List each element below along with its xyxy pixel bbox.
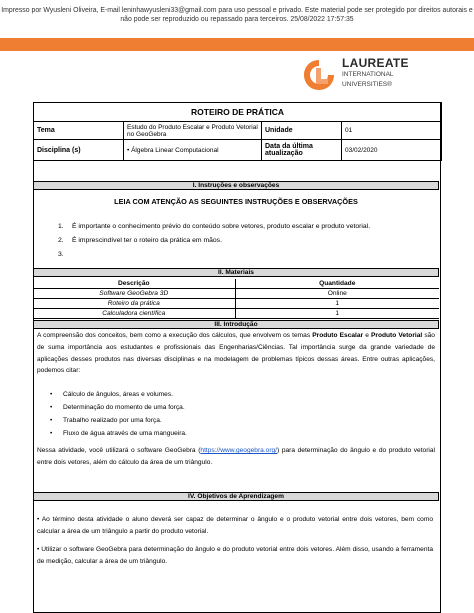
unidade-value: 01 <box>342 122 442 140</box>
tema-label: Tema <box>34 122 124 140</box>
disciplina-label: Disciplina (s) <box>34 140 124 161</box>
disciplina-value: • Álgebra Linear Computacional <box>124 140 262 161</box>
objective-item: • Ao término desta atividade o aluno deverá ser capaz de determinar o ângulo e o produto vetorial entre dois vetores, bem como calcular a área de um triângulo a partir do produto vetorial. <box>37 516 433 535</box>
logo-line1: LAUREATE <box>342 56 409 70</box>
geogebra-link[interactable]: https://www.geogebra.org/ <box>200 447 278 454</box>
col-quantidade: Quantidade <box>235 279 439 289</box>
data-value: 03/02/2020 <box>342 140 442 161</box>
applications-list <box>50 388 187 440</box>
laureate-logo-icon <box>302 58 336 92</box>
instructions-list <box>58 221 370 263</box>
orange-header-bar <box>0 38 474 51</box>
objective-item: • Utilizar o software GeoGebra para determinação do ângulo e do produto vetorial entre dois vetores. Além disso, usando a ferramenta de medição, calcular a área de um triângulo. <box>37 546 433 565</box>
header-table <box>33 102 442 161</box>
section-heading-materiais: II. Materiais <box>33 268 439 277</box>
table-row: Calculadora científica 1 <box>33 309 439 319</box>
print-notice: Impresso por Wyusleni Oliveira, E-mail leninhawyusleni33@gmail.com para uso pessoal e privado. Este material pode ser protegido por direitos autorais e não pode ser reproduzido ou repassado para terceiros. 25/08/2022 17:57:35 <box>1 7 473 23</box>
list-item: 3. <box>58 251 64 258</box>
geogebra-paragraph: Nessa atividade, você utilizará o software GeoGebra (https://www.geogebra.org/) para determinação do ângulo e do produto vetorial entre dois vetores, além do cálculo da área de um triângulo. <box>37 447 435 466</box>
list-item: 1. É importante o conhecimento prévio do conteúdo sobre vetores, produto escalar e produto vetorial. <box>58 223 371 230</box>
logo-line3: UNIVERSITIES® <box>342 81 392 88</box>
list-item: • Fluxo de água através de uma mangueira. <box>50 427 187 440</box>
tema-value: Estudo do Produto Escalar e Produto Vetorial no GeoGebra <box>124 122 262 140</box>
col-descricao: Descrição <box>33 279 235 289</box>
materials-table <box>33 279 439 319</box>
section-heading-objetivos: IV. Objetivos de Aprendizagem <box>33 492 439 501</box>
data-label: Data da última atualização <box>262 140 342 161</box>
unidade-label: Unidade <box>262 122 342 140</box>
laureate-logo <box>302 54 452 96</box>
list-item: • Cálculo de ângulos, áreas e volumes. <box>50 388 187 401</box>
intro-paragraph: A compreensão dos conceitos, bem como a execução dos cálculos, que envolvem os temas Produto Escalar e Produto Vetorial são de suma importância aos estudantes e profissionais das Engenharias/Ciências. Tal importância surge da grande variedade de aplicações desses produtos nas diversas disciplinas e na modelagem de problemas típicos dessas áreas. Entre outras aplicações, podemos citar: <box>37 332 435 375</box>
section-heading-introducao: III. Introdução <box>33 320 439 329</box>
section-heading-instrucoes: I. Instruções e observações <box>33 181 439 190</box>
instructions-lead: LEIA COM ATENÇÃO AS SEGUINTES INSTRUÇÕES E OBSERVAÇÕES <box>114 197 358 206</box>
page-title: ROTEIRO DE PRÁTICA <box>34 103 442 122</box>
logo-line2: INTERNATIONAL <box>342 71 394 78</box>
table-row: Roteiro da prática 1 <box>33 299 439 309</box>
list-item: • Trabalho realizado por uma força. <box>50 414 187 427</box>
list-item: 2. É imprescindível ter o roteiro da prática em mãos. <box>58 237 222 244</box>
list-item: • Determinação do momento de uma força. <box>50 401 187 414</box>
table-row: Software GeoGebra 3D Online <box>33 289 439 299</box>
